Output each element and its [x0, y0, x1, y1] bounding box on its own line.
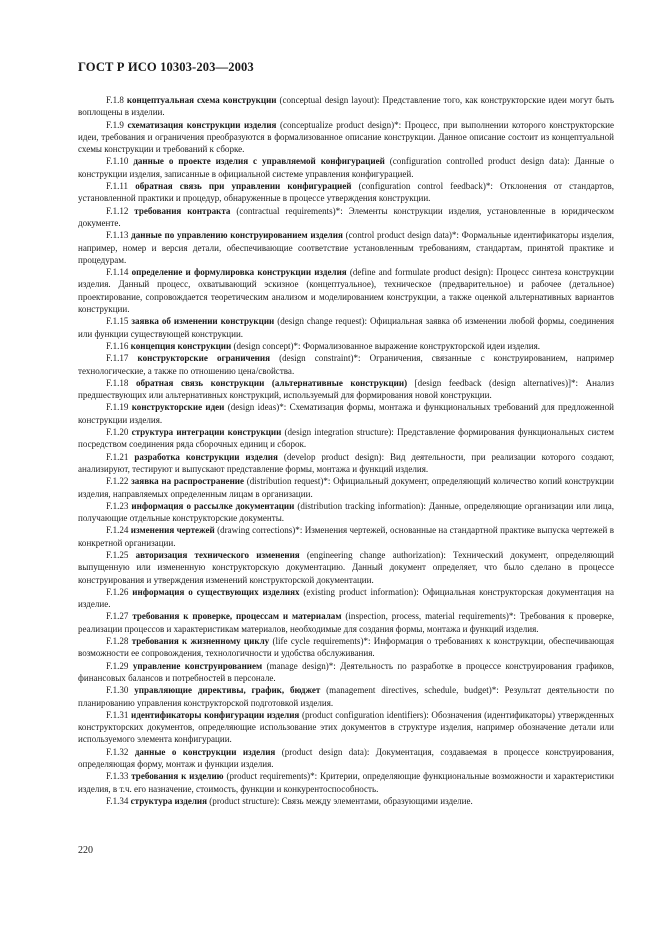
entry-number: F.1.11	[106, 181, 129, 192]
entry-definition: (manage design)*: Деятельность по разработке в процессе конструирования графиков, финансовых балансов и потребностей в персонале.	[78, 660, 615, 683]
entry-number: F.1.17	[106, 353, 129, 364]
definition-entry	[78, 770, 614, 795]
entry-definition: (engineering change authorization): Технический документ, определяющий выпущенную или измененную конструкторскую документацию. Данный документ определяет, что было сделано в процессе конструирования и утверждения изменений конструкторской документации.	[78, 549, 615, 585]
definition-entry	[78, 475, 614, 500]
definition-entry	[78, 155, 614, 180]
entry-definition: (develop product design): Вид деятельности, при реализации которого создают, анализируют, тестируют и выпускают представление формы, монтажа и функций изделия.	[78, 451, 615, 474]
definition-entry	[78, 660, 614, 685]
entry-number: F.1.20	[106, 427, 129, 438]
entry-term: требования контракта	[134, 205, 231, 216]
entry-number: F.1.22	[106, 476, 129, 487]
definition-entry	[78, 401, 614, 426]
entry-term: требования к жизненному циклу	[131, 636, 270, 647]
entry-term: авторизация технического изменения	[135, 549, 300, 560]
entry-number: F.1.31	[106, 709, 129, 720]
entry-term: данные о проекте изделия с управляемой конфигурацией	[133, 156, 385, 167]
definition-entry	[78, 377, 614, 402]
entry-term: управление конструированием	[132, 660, 263, 671]
entry-number: F.1.28	[106, 636, 129, 647]
entry-term: обратная связь при управлении конфигурацией	[135, 181, 352, 192]
entry-number: F.1.14	[106, 267, 129, 278]
entry-definition: (design constraint)*: Ограничения, связанные с конструированием, например технологические, а также по отношению цена/свойства.	[78, 353, 614, 376]
entry-definition: (design integration structure): Представление формирования функциональных систем посредством соединения ряда сборочных единиц и сборок.	[78, 427, 615, 450]
entry-number: F.1.13	[106, 230, 129, 241]
entry-number: F.1.27	[106, 611, 129, 622]
entry-definition: (control product design data)*: Формальные идентификаторы изделия, например, номер и версия детали, обеспечивающие соответствие установленным требованиям, стандартам, принятой практике и процедурам.	[78, 230, 615, 265]
entry-number: F.1.33	[106, 771, 129, 782]
definition-entry	[78, 266, 614, 315]
entry-term: определение и формулировка конструкции изделия	[131, 267, 347, 278]
definition-entry	[78, 524, 614, 549]
entry-term: данные о конструкции изделия	[134, 746, 276, 757]
entry-number: F.1.29	[106, 660, 129, 671]
entry-definition: (product requirements)*: Критерии, определяющие функциональные возможности и характеристики изделия, в т.ч. его назначение, стоимость, функции и конкурентоспособность.	[78, 771, 615, 794]
definition-entry	[78, 746, 614, 771]
definition-entry	[78, 684, 614, 709]
entry-definition: (configuration control feedback)*: Отклонения от стандартов, установленной практики и процедур, обнаруженные в процессе утверждения конструкции.	[78, 181, 615, 204]
entry-term: концепция конструкции	[130, 340, 232, 351]
entry-number: F.1.26	[106, 586, 129, 597]
definition-entry	[78, 586, 614, 611]
entry-definition: (define and formulate product design): Процесс синтеза конструкции изделия. Данный процесс, охватывающий эскизное (концептуальное), техническое (предварительное) и рабочее (детальное) проектирование, сопровождается теоретическим анализом и моделированием конструкции, а также оценкой альтернативных вариантов конструкции.	[78, 267, 615, 315]
entry-term: информация о рассылке документации	[131, 500, 295, 511]
entry-definition: [design feedback (design alternatives)]*: Анализ предшествующих или альтернативных конструкций, используемый для формирования новой конструкции.	[78, 377, 614, 401]
entry-definition: (drawing corrections)*: Изменения чертежей, основанные на стандартной практике выпуска чертежей в конкретной организации.	[78, 525, 615, 548]
entry-number: F.1.34	[106, 795, 129, 806]
definition-entry	[78, 180, 614, 205]
entry-term: конструкторские ограничения	[137, 353, 270, 364]
entry-definition: (inspection, process, material requirements)*: Требования к проверке, реализации процессов и характеристикам материалов, необходимые для создания формы, монтажа и функций изделия.	[78, 611, 614, 634]
entry-definition: (life cycle requirements)*: Информация о требованиях к конструкции, обеспечивающая возможности ее сопровождения, технологичности и удобства обслуживания.	[78, 636, 614, 659]
definition-entry	[78, 94, 614, 119]
entry-number: F.1.24	[106, 525, 129, 536]
entry-term: информация о существующих изделиях	[132, 586, 300, 597]
entry-definition: (configuration controlled product design data): Данные о конструкции изделия, записанные в официальной системе управления конфигурацией.	[78, 156, 615, 179]
entry-term: разработка конструкции изделия	[134, 451, 278, 462]
entry-number: F.1.8	[106, 95, 124, 105]
definition-entry	[78, 610, 614, 635]
definition-entry	[78, 119, 614, 156]
entry-number: F.1.25	[106, 549, 129, 560]
entry-definition: (distribution request)*: Официальный документ, определяющий количество копий конструкции изделия, направляемых определенным лицам в организации.	[78, 476, 614, 499]
entry-definition: (distribution tracking information): Данные, определяющие организации или лица, получающие отдельные конструкторские документы.	[78, 500, 615, 524]
entry-number: F.1.15	[106, 316, 129, 327]
entry-definition: (design ideas)*: Схематизация формы, монтажа и функциональных требований для предложенной конструкции изделия.	[78, 402, 614, 425]
entry-number: F.1.12	[106, 205, 129, 216]
page-number: 220	[78, 845, 93, 856]
entry-number: F.1.18	[106, 377, 129, 388]
entry-number: F.1.10	[106, 156, 129, 167]
entry-number: F.1.30	[106, 685, 129, 696]
entry-number: F.1.9	[106, 119, 124, 130]
entry-term: заявка об изменении конструкции	[131, 316, 275, 327]
entry-number: F.1.32	[106, 746, 129, 757]
entry-term: управляющие директивы, график, бюджет	[134, 685, 321, 696]
entry-number: F.1.19	[106, 402, 129, 413]
definition-entry	[78, 549, 614, 586]
entry-term: обратная связь конструкции (альтернативные конструкции)	[135, 377, 408, 388]
definition-entry	[78, 426, 614, 451]
definition-entry	[78, 500, 614, 525]
entry-number: F.1.21	[106, 451, 129, 462]
entry-definition: (management directives, schedule, budget)*: Результат деятельности по планированию управления конструкторской подготовкой изделия.	[78, 685, 615, 708]
entry-definition: (product structure): Связь между элементами, образующими изделие.	[209, 795, 473, 806]
definition-entry	[78, 451, 614, 476]
entry-term: требования к проверке, процессам и материалам	[132, 611, 342, 622]
entry-term: идентификаторы конфигурации изделия	[131, 709, 300, 720]
definition-entry	[78, 709, 614, 746]
entry-number: F.1.23	[106, 500, 129, 511]
entry-definition: (product design data): Документация, создаваемая в процессе конструирования, определяющая форму, монтаж и функции изделия.	[78, 746, 614, 770]
entry-term: конструкторские идеи	[131, 402, 225, 413]
definitions-list	[78, 94, 614, 807]
entry-term: изменения чертежей	[130, 525, 215, 536]
definition-entry	[78, 635, 614, 660]
entry-term: структура изделия	[130, 795, 208, 806]
entry-definition: (conceptualize product design)*: Процесс, при выполнении которого конструкторские идеи, требования и ограничения преобразуются в формализованное описание конструкции. Данное описание состоит из концептуальной схемы конструкции и требований к сборке.	[78, 119, 615, 155]
entry-term: данные по управлению конструированием изделия	[131, 230, 343, 241]
definition-entry	[78, 205, 614, 230]
entry-definition: (contractual requirements)*: Элементы конструкции изделия, установленные в юридическом документе.	[78, 205, 614, 228]
document-header: ГОСТ Р ИСО 10303-203—2003	[78, 60, 254, 74]
definition-entry	[78, 229, 614, 266]
entry-term: заявка на распространение	[131, 476, 245, 487]
entry-term: схематизация конструкции изделия	[127, 119, 277, 130]
entry-term: требования к изделию	[131, 771, 224, 782]
entry-definition: (design concept)*: Формализованное выражение конструкторской идеи изделия.	[233, 340, 541, 351]
definition-entry	[78, 795, 614, 807]
entry-term: концептуальная схема конструкции	[126, 95, 277, 105]
definition-entry	[78, 340, 614, 352]
definition-entry	[78, 315, 614, 340]
entry-term: структура интеграции конструкции	[131, 427, 282, 438]
definition-entry	[78, 352, 614, 377]
entry-definition: (product configuration identifiers): Обозначения (идентификаторы) утвержденных конструкторских документов, определяющие использование этих документов в структуре изделия, например обозначение детали или используемого элемента конфигурации.	[78, 709, 615, 745]
entry-definition: (existing product information): Официальная конструкторская документация на изделие.	[78, 586, 614, 610]
entry-number: F.1.16	[106, 340, 129, 351]
entry-definition: (design change request): Официальная заявка об изменении любой формы, соединения или функции существующей конструкции.	[78, 316, 615, 339]
entry-definition: (conceptual design layout): Представление того, как конструкторские идеи могут быть воплощены в изделии.	[78, 95, 614, 118]
